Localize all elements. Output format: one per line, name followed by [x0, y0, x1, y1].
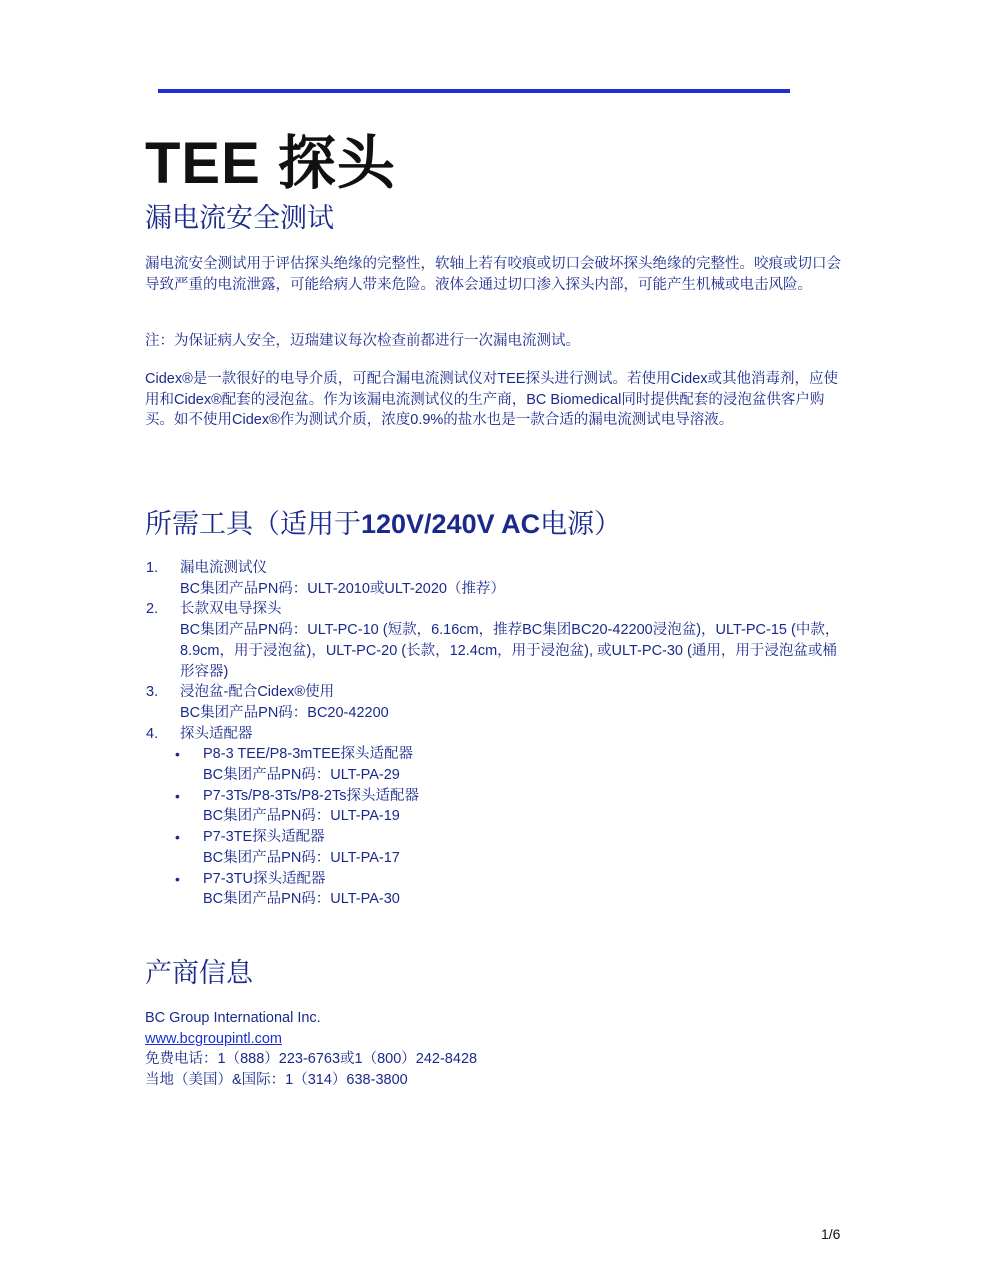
header-rule — [158, 89, 790, 93]
note-paragraph: 注：为保证病人安全，迈瑞建议每次检查前都进行一次漏电流测试。 — [145, 333, 580, 349]
item-title: 浸泡盆-配合Cidex®使用 — [180, 684, 335, 701]
bullet-icon: • — [175, 829, 180, 846]
bullet-icon: • — [175, 870, 180, 887]
adapter-pn: BC集团产品PN码：ULT-PA-19 — [203, 808, 400, 825]
adapter-name: P8-3 TEE/P8-3mTEE探头适配器 — [203, 746, 414, 763]
section-heading-leakage-test: 漏电流安全测试 — [145, 203, 334, 233]
adapter-pn: BC集团产品PN码：ULT-PA-30 — [203, 891, 400, 908]
manufacturer-contact — [145, 1008, 477, 1090]
bullet-icon: • — [175, 787, 180, 804]
cidex-paragraph: Cidex®是一款很好的电导介质，可配合漏电流测试仪对TEE探头进行测试。若使用Cidex或其他消毒剂，应使用和Cidex®配套的浸泡盆。作为该漏电流测试仪的生产商，BC Biomedical同时提供配套的浸泡盆供客户购买。如不使用Cidex®作为测试介质，浓度0.9%的盐水也是一款合适的漏电流测试电导溶液。 — [145, 371, 839, 428]
item-number: 4. — [146, 725, 159, 742]
adapter-name: P7-3TU探头适配器 — [203, 870, 326, 887]
adapter-name: P7-3Ts/P8-3Ts/P8-2Ts探头适配器 — [203, 787, 419, 804]
adapter-item — [145, 869, 847, 910]
page-title: TEE 探头 — [145, 131, 396, 196]
list-item — [145, 599, 847, 682]
section-heading-manufacturer: 产商信息 — [145, 958, 253, 988]
item-title: 探头适配器 — [180, 725, 253, 742]
toll-free-phone: 免费电话：1（888）223-6763或1（800）242-8428 — [145, 1051, 478, 1067]
adapter-pn: BC集团产品PN码：ULT-PA-29 — [203, 767, 400, 784]
adapter-pn: BC集团产品PN码：ULT-PA-17 — [203, 849, 400, 866]
item-number: 2. — [146, 601, 159, 618]
item-detail: BC集团产品PN码：ULT-2010或ULT-2020（推荐） — [180, 580, 505, 597]
adapter-name: P7-3TE探头适配器 — [203, 829, 325, 846]
item-number: 1. — [146, 560, 159, 576]
page-number: 1/6 — [821, 1226, 841, 1242]
item-number: 3. — [146, 684, 159, 701]
tools-heading-voltage: 120V/240V AC — [361, 509, 541, 539]
local-phone: 当地（美国）&国际：1（314）638-3800 — [145, 1071, 408, 1088]
item-title: 长款双电导探头 — [180, 601, 282, 618]
list-item — [145, 682, 847, 723]
item-title: 漏电流测试仪 — [180, 560, 267, 576]
adapter-item — [145, 786, 847, 827]
tools-heading-post: 电源） — [540, 509, 622, 539]
adapter-item — [145, 827, 847, 868]
website-link[interactable]: www.bcgroupintl.com — [145, 1030, 282, 1047]
tools-list — [145, 558, 847, 910]
adapter-item — [145, 744, 847, 785]
list-item — [145, 558, 847, 599]
intro-paragraph: 漏电流安全测试用于评估探头绝缘的完整性，软轴上若有咬痕或切口会破坏探头绝缘的完整性。咬痕或切口会导致严重的电流泄露，可能给病人带来危险。液体会通过切口渗入探头内部，可能产生机械或电击风险。 — [145, 256, 841, 293]
tools-heading-pre: 所需工具（适用于 — [145, 509, 361, 539]
section-heading-tools — [145, 506, 621, 542]
company-name: BC Group International Inc. — [145, 1010, 321, 1026]
item-detail: BC集团产品PN码：ULT-PC-10 (短款，6.16cm，推荐BC集团BC20-42200浸泡盆)，ULT-PC-15 (中款，8.9cm，用于浸泡盆)，ULT-PC-20 (长款，12.4cm，用于浸泡盆), 或ULT-PC-30 (通用，用于浸泡盆或桶形容器) — [180, 622, 840, 680]
bullet-icon: • — [175, 746, 180, 763]
item-detail: BC集团产品PN码：BC20-42200 — [180, 704, 389, 721]
list-item — [145, 724, 847, 745]
